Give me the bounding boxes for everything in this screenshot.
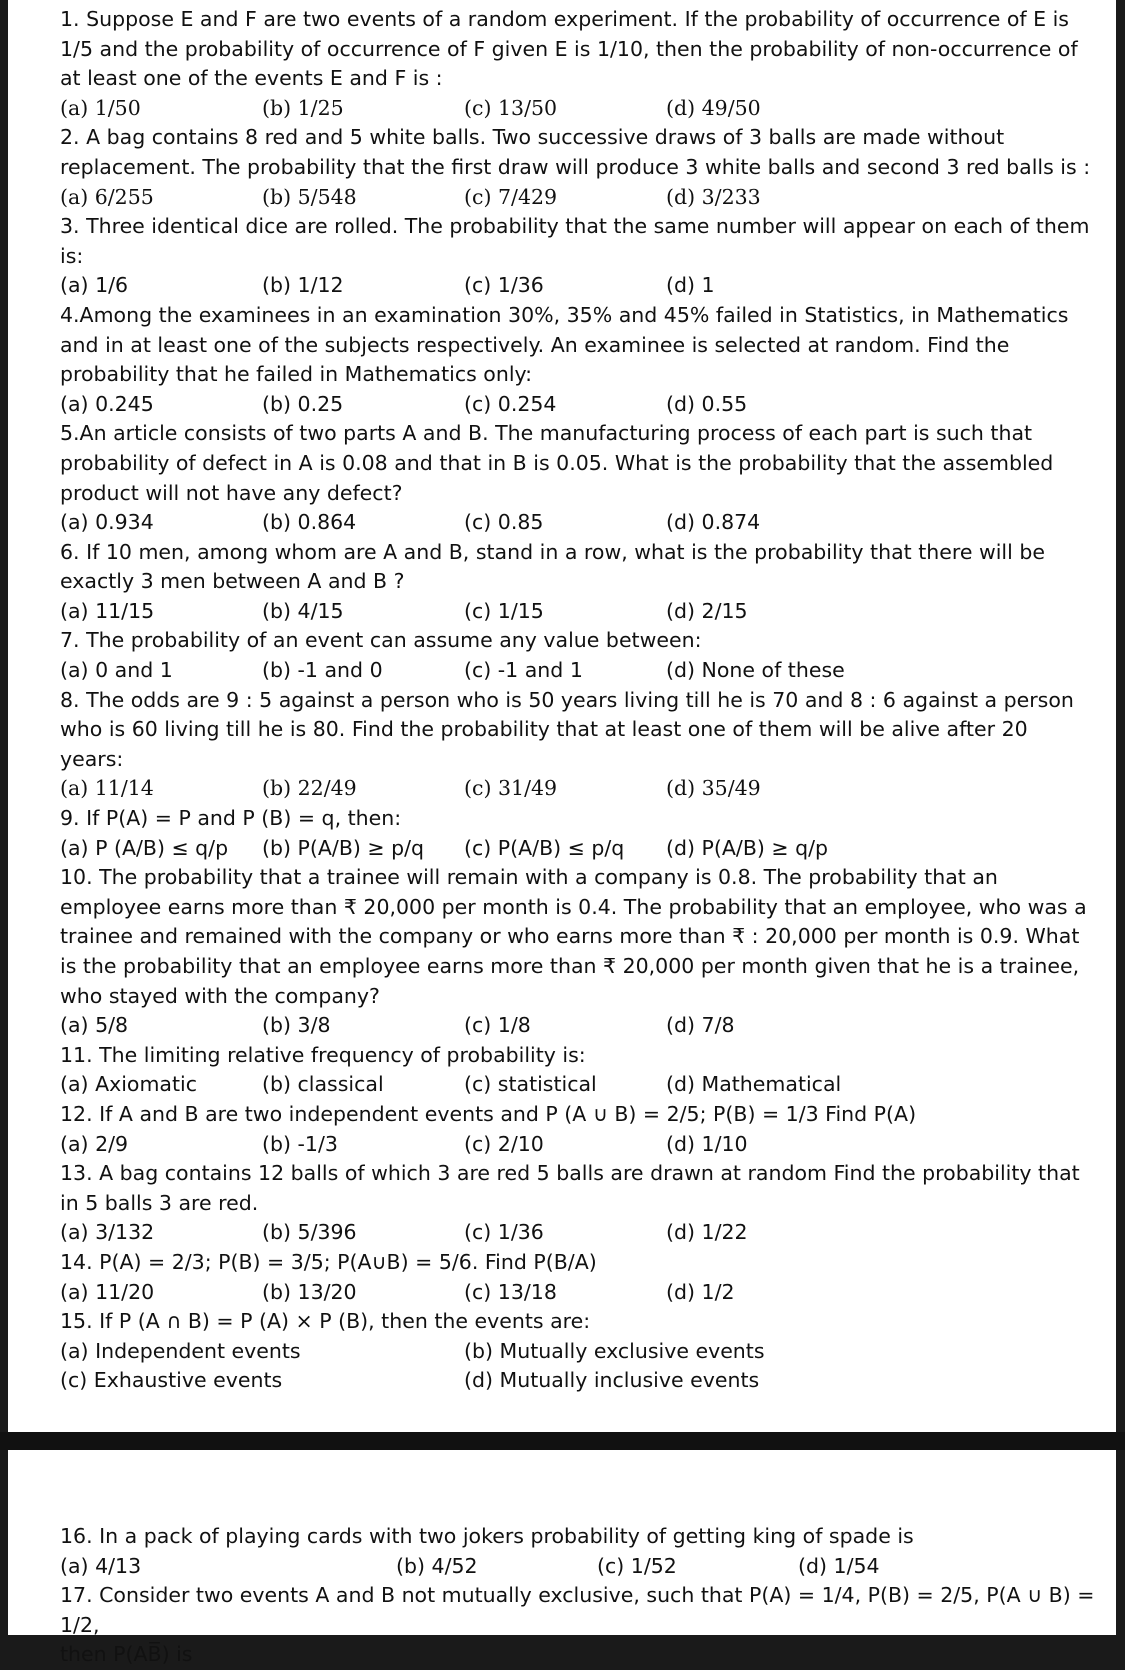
question-3-text: 3. Three identical dice are rolled. The probability that the same number will appear on each of them is: xyxy=(60,214,1090,268)
option-d: (d) 3/233 xyxy=(666,184,761,209)
option-c: (c) 0.254 xyxy=(464,391,557,416)
option-d: (d) 1/2 xyxy=(666,1279,735,1304)
option-b: (b) 13/20 xyxy=(262,1279,357,1304)
option-c: (c) Exhaustive events xyxy=(60,1368,283,1393)
question-17-text: 17. Consider two events A and B not mutually exclusive, such that P(A) = 1/4, P(B) = 2/5, P(A ∪ B) = 1/2, xyxy=(60,1583,1095,1637)
question-14-options xyxy=(60,1278,1096,1308)
question-5-text: 5.An article consists of two parts A and B. The manufacturing process of each part is such that probability of defect in A is 0.08 and that in B is 0.05. What is the probability that the assembled product will not have any defect? xyxy=(60,421,1054,505)
question-11-text: 11. The limiting relative frequency of probability is: xyxy=(60,1042,586,1067)
option-d: (d) P(A/B) ≥ q/p xyxy=(666,835,829,860)
question-1-options xyxy=(60,94,1096,124)
question-10-options xyxy=(60,1011,1096,1041)
question-12-text: 12. If A and B are two independent events and P (A ∪ B) = 2/5; P(B) = 1/3 Find P(A) xyxy=(60,1101,917,1126)
question-10-text: 10. The probability that a trainee will remain with a company is 0.8. The probability that an employee earns more than ₹ 20,000 per month is 0.4. The probability that an employee, who was a trainee and remained with the company or who earns more than ₹ : 20,000 per month is 0.9. What is the probability that an employee earns more than ₹ 20,000 per month given that he is a trainee, who stayed with the company? xyxy=(60,865,1087,1008)
page-1-content xyxy=(60,5,1096,1396)
option-c: (c) -1 and 1 xyxy=(464,658,583,683)
page-2 xyxy=(8,1450,1116,1667)
option-b: (b) classical xyxy=(262,1072,384,1097)
option-d: (d) 0.55 xyxy=(666,391,748,416)
question-13-text: 13. A bag contains 12 balls of which 3 are red 5 balls are drawn at random Find the probability that in 5 balls 3 are red. xyxy=(60,1161,1080,1215)
option-b: (b) 3/8 xyxy=(262,1013,331,1038)
question-9-options xyxy=(60,834,1096,864)
option-d: (d) 0.874 xyxy=(666,510,761,535)
page-2-content xyxy=(60,1522,1096,1670)
option-a: (a) 0 and 1 xyxy=(60,658,173,683)
option-a: (a) 4/13 xyxy=(60,1553,142,1578)
option-c: (c) 31/49 xyxy=(464,776,558,801)
option-d: (d) Mutually inclusive events xyxy=(464,1368,760,1393)
option-d: (d) 35/49 xyxy=(666,776,761,801)
option-c: (c) 1/36 xyxy=(464,273,544,298)
question-6-options xyxy=(60,597,1096,627)
page-1 xyxy=(8,0,1116,1432)
option-a: (a) 11/14 xyxy=(60,776,154,801)
option-c: (c) 1/8 xyxy=(464,1013,531,1038)
option-a: (a) 6/255 xyxy=(60,184,154,209)
question-3-options xyxy=(60,271,1096,301)
question-15-options-row-2 xyxy=(60,1366,1096,1396)
option-a: (a) 11/20 xyxy=(60,1279,155,1304)
option-a: (a) 11/15 xyxy=(60,598,155,623)
option-b: (b) 4/52 xyxy=(396,1553,478,1578)
question-16-options xyxy=(60,1552,1096,1582)
option-a: (a) 0.245 xyxy=(60,391,154,416)
option-c: (c) 0.85 xyxy=(464,510,544,535)
question-2-text: 2. A bag contains 8 red and 5 white balls. Two successive draws of 3 balls are made without replacement. The probability that the first draw will produce 3 white balls and second 3 red balls is : xyxy=(60,125,1091,179)
option-d: (d) 49/50 xyxy=(666,95,761,120)
option-b: (b) -1/3 xyxy=(262,1131,338,1156)
question-8-text: 8. The odds are 9 : 5 against a person who is 50 years living till he is 70 and 8 : 6 against a person who is 60 living till he is 80. Find the probability that at least one of them will be alive after 20 years: xyxy=(60,687,1074,771)
option-b: (b) 1/12 xyxy=(262,273,344,298)
question-4-text: 4.Among the examinees in an examination 30%, 35% and 45% failed in Statistics, in Mathematics and in at least one of the subjects respectively. An examinee is selected at random. Find the probability that he failed in Mathematics only: xyxy=(60,302,1069,387)
option-c: (c) 1/15 xyxy=(464,598,544,623)
option-c: (c) 2/10 xyxy=(464,1131,544,1156)
page-divider xyxy=(0,1432,1125,1450)
option-b: (b) 5/548 xyxy=(262,184,357,209)
question-7-options xyxy=(60,656,1096,686)
option-a: (a) 1/6 xyxy=(60,273,129,298)
question-9-text: 9. If P(A) = P and P (B) = q, then: xyxy=(60,806,402,831)
option-d: (d) Mathematical xyxy=(666,1072,842,1097)
option-a: (a) 1/50 xyxy=(60,95,141,120)
option-c: (c) 1/52 xyxy=(597,1553,677,1578)
option-d: (d) 1/54 xyxy=(798,1553,880,1578)
question-4-options xyxy=(60,390,1096,420)
question-15-options-row-1 xyxy=(60,1337,1096,1367)
option-a: (a) P (A/B) ≤ q/p xyxy=(60,835,229,860)
option-b: (b) Mutually exclusive events xyxy=(464,1338,765,1363)
option-b: (b) -1 and 0 xyxy=(262,658,383,683)
question-12-options xyxy=(60,1130,1096,1160)
question-2-options xyxy=(60,183,1096,213)
option-c: (c) 13/50 xyxy=(464,95,558,120)
option-a: (a) 3/132 xyxy=(60,1220,155,1245)
question-16-text: 16. In a pack of playing cards with two jokers probability of getting king of spade is xyxy=(60,1524,914,1548)
option-c: (c) 1/36 xyxy=(464,1220,544,1245)
question-11-options xyxy=(60,1070,1096,1100)
option-d: (d) 1/10 xyxy=(666,1131,748,1156)
option-d: (d) None of these xyxy=(666,658,845,683)
question-14-text: 14. P(A) = 2/3; P(B) = 3/5; P(A∪B) = 5/6. Find P(B/A) xyxy=(60,1249,597,1274)
option-b: (b) 4/15 xyxy=(262,598,344,623)
option-b: (b) 0.25 xyxy=(262,391,344,416)
option-c: (c) P(A/B) ≤ p/q xyxy=(464,835,625,860)
option-c: (c) statistical xyxy=(464,1072,597,1097)
option-b: (b) P(A/B) ≥ p/q xyxy=(262,835,425,860)
option-c: (c) 7/429 xyxy=(464,184,558,209)
option-a: (a) Independent events xyxy=(60,1338,301,1363)
option-a: (a) Axiomatic xyxy=(60,1072,198,1097)
option-d: (d) 7/8 xyxy=(666,1013,735,1038)
question-5-options xyxy=(60,508,1096,538)
option-b: (b) 22/49 xyxy=(262,776,357,801)
question-1-text: 1. Suppose E and F are two events of a random experiment. If the probability of occurrence of E is 1/5 and the probability of occurrence of F given E is 1/10, then the probability of non-occurrence of at least one of the events E and F is : xyxy=(60,7,1078,91)
option-d: (d) 1/22 xyxy=(666,1220,748,1245)
question-15-text: 15. If P (A ∩ B) = P (A) × P (B), then the events are: xyxy=(60,1309,591,1334)
option-a: (a) 0.934 xyxy=(60,510,154,535)
option-b: (b) 5/396 xyxy=(262,1220,357,1245)
option-b: (b) 0.864 xyxy=(262,510,357,535)
option-a: (a) 2/9 xyxy=(60,1131,129,1156)
question-8-options xyxy=(60,774,1096,804)
question-7-text: 7. The probability of an event can assume any value between: xyxy=(60,628,702,653)
option-d: (d) 1 xyxy=(666,273,715,298)
question-17-text-continued: then P(AB̅) is xyxy=(60,1642,193,1667)
option-b: (b) 1/25 xyxy=(262,95,344,120)
option-a: (a) 5/8 xyxy=(60,1013,129,1038)
option-c: (c) 13/18 xyxy=(464,1279,557,1304)
option-d: (d) 2/15 xyxy=(666,598,748,623)
question-13-options xyxy=(60,1218,1096,1248)
question-6-text: 6. If 10 men, among whom are A and B, stand in a row, what is the probability that there will be exactly 3 men between A and B ? xyxy=(60,539,1045,594)
